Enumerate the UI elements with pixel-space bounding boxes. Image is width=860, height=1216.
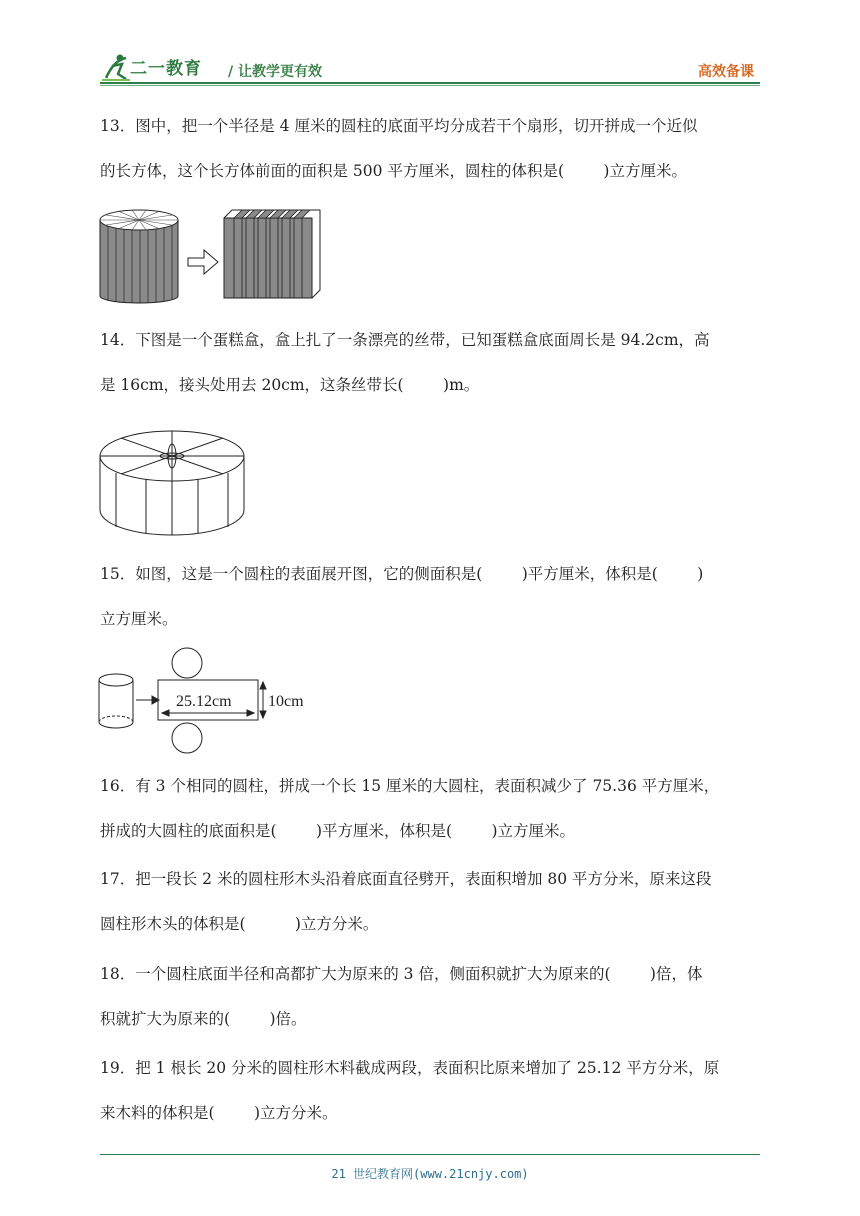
header-slogan: / 让教学更有效 [228,64,322,80]
question-line: 18．一个圆柱底面半径和高都扩大为原来的 3 倍，侧面积就扩大为原来的( )倍，体 [100,965,703,983]
question-line: 19．把 1 根长 20 分米的圆柱形木料截成两段，表面积比原来增加了 25.12 平方分米，原 [100,1059,720,1077]
arrow-icon [136,696,159,704]
question-line: 立方厘米。 [100,610,178,628]
page-header [100,50,760,84]
sectored-cylinder-icon [100,210,178,303]
question-line: 的长方体，这个长方体前面的面积是 500 平方厘米，圆柱的体积是( )立方厘米。 [100,162,687,180]
question-17 [100,869,762,934]
question-18 [100,964,762,1029]
question-line: 圆柱形木头的体积是( )立方分米。 [100,915,379,933]
question-line: 积就扩大为原来的( )倍。 [100,1010,307,1028]
net-width-label: 25.12cm [176,693,232,710]
cylinder-net-figure [96,646,326,758]
question-line: 13．图中，把一个半径是 4 厘米的圆柱的底面平均分成若干个扇形，切开拼成一个近似 [100,117,698,135]
cake-box-icon [100,431,244,535]
small-cylinder-icon [99,674,133,728]
question-line: 17．把一段长 2 米的圆柱形木头沿着底面直径劈开，表面积增加 80 平方分米，原来这段 [100,870,712,888]
logo-text: 二一教育 [130,59,202,79]
footer-divider [100,1154,760,1155]
question-line: 14．下图是一个蛋糕盒，盒上扎了一条漂亮的丝带，已知蛋糕盒底面周长是 94.2cm，高 [100,331,710,349]
question-line: 16．有 3 个相同的圆柱，拼成一个长 15 厘米的大圆柱，表面积减少了 75.36 平方厘米， [100,777,720,795]
question-line: 来木料的体积是( )立方分米。 [100,1104,338,1122]
question-line: 是 16cm，接头处用去 20cm，这条丝带长( )m。 [100,376,480,394]
net-height-label: 10cm [268,693,304,710]
header-divider-thin [100,85,760,86]
question-13 [100,116,762,181]
footer-text[interactable]: 21 世纪教育网(www.21cnjy.com) [331,1167,529,1181]
header-badge: 高效备课 [698,64,754,80]
right-arrow-icon [188,250,218,274]
question-line: 拼成的大圆柱的底面积是( )平方厘米，体积是( )立方厘米。 [100,822,576,840]
header-divider [100,82,760,84]
cylinder-to-cuboid-figure [96,204,326,306]
question-line: 15．如图，这是一个圆柱的表面展开图，它的侧面积是( )平方厘米，体积是( ) [100,565,704,583]
question-14 [100,330,762,395]
cake-box-figure [96,416,248,542]
question-19 [100,1058,762,1123]
cuboid-icon [224,210,320,298]
question-15 [100,564,762,629]
question-16 [100,776,762,841]
